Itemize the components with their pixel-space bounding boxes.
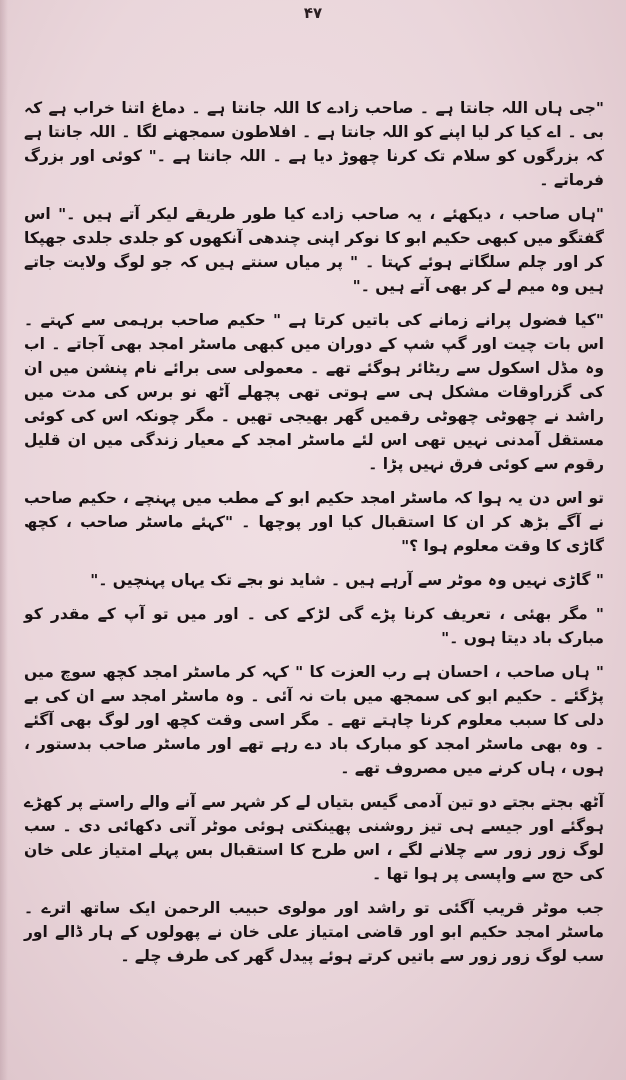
paragraph-3: "کیا فضول پرانے زمانے کی باتیں کرتا ہے " حکیم صاحب برہمی سے کہتے ۔ اس بات چیت اور گپ شپ کے دوران میں کبھی ماسٹر امجد بھی آجاتے ۔ اب وہ مڈل اسکول سے ریٹائر ہوگئے تھے ۔ معمولی سی برائے نام پنشن میں ان کی گزراوقات مشکل ہی سے ہوتی تھی پچھلے آٹھ نو برس کی مدت میں راشد نے چھوٹی چھوٹی رقمیں گھر بھیجی تھیں ۔ مگر چونکہ اس کی کوئی مستقل آمدنی نہیں تھی اس لئے ماسٹر امجد کے معیار زندگی میں ان قلیل رقوم سے کوئی فرق نہیں پڑا ۔ [24, 311, 604, 473]
paragraph-8: آٹھ بجتے بجتے دو تین آدمی گیس بتیاں لے کر شہر سے آنے والے راستے پر کھڑے ہوگئے اور جیسے ہی تیز روشنی پھینکتی ہوئی موٹر آتی دکھائی دی ۔ سب لوگ زور زور سے چلانے لگے ، اس طرح کا استقبال بس پہلے امتیاز علی خان کی حج سے واپسی پر ہوا تھا ۔ [24, 793, 604, 883]
paragraph-5: " گاڑی نہیں وہ موٹر سے آرہے ہیں ۔ شاید نو بجے تک یہاں پہنچیں ۔" [90, 571, 604, 589]
page-body-text [24, 96, 604, 978]
paragraph-9: جب موٹر قریب آگئی تو راشد اور مولوی حبیب الرحمن ایک ساتھ اترے ۔ ماسٹر امجد حکیم ابو اور قاضی امتیاز علی خان نے پھولوں کے ہار ڈالے اور سب لوگ زور زور سے باتیں کرتے ہوئے پیدل گھر کی طرف چلے ۔ [24, 899, 604, 965]
paragraph-6: " مگر بھئی ، تعریف کرنا پڑے گی لڑکے کی ۔ اور میں تو آپ کے مقدر کو مبارک باد دیتا ہوں ۔" [24, 605, 604, 647]
paragraph-4: تو اس دن یہ ہوا کہ ماسٹر امجد حکیم ابو کے مطب میں پہنچے ، حکیم صاحب نے آگے بڑھ کر ان کا استقبال کیا اور پوچھا ۔ "کہئے ماسٹر صاحب ، کچھ گاڑی کا وقت معلوم ہوا ؟" [24, 489, 604, 555]
paragraph-2: "ہاں صاحب ، دیکھئے ، یہ صاحب زادے کیا طور طریقے لیکر آتے ہیں ۔" اس گفتگو میں کبھی حکیم ابو کا نوکر اپنی چندھی آنکھوں کو جلدی جلدی جھپکا کر اور چلم سلگاتے ہوئے کہتا ۔ " پر میاں سنتے ہیں کہ جو لوگ ولایت جاتے ہیں وہ میم لے کر بھی آتے ہیں ۔" [24, 205, 604, 295]
page-spine-shadow [0, 0, 8, 1080]
paragraph-1: "جی ہاں اللہ جانتا ہے ۔ صاحب زادے کا اللہ جانتا ہے ۔ دماغ اتنا خراب ہے کہ بی ۔ اے کیا کر لیا اپنے کو اللہ جانتا ہے ۔ افلاطون سمجھنے لگا ۔ اللہ جانتا ہے کہ بزرگوں کو سلام تک کرنا چھوڑ دیا ہے ۔ اللہ جانتا ہے ۔" کوئی اور بزرگ فرماتے ۔ [24, 99, 604, 189]
paragraph-7: " ہاں صاحب ، احسان ہے رب العزت کا " کہہ کر ماسٹر امجد کچھ سوچ میں پڑگئے ۔ حکیم ابو کی سمجھ میں بات نہ آئی ۔ وہ ماسٹر امجد سے ان کی بے دلی کا سبب معلوم کرنا چاہتے تھے ۔ مگر اسی وقت کچھ اور لوگ بھی آگئے ۔ وہ بھی ماسٹر امجد کو مبارک باد دے رہے تھے اور ماسٹر صاحب بدستور ، ہوں ، ہاں کرنے میں مصروف تھے ۔ [24, 663, 604, 777]
page-number: ۴۷ [303, 4, 323, 22]
